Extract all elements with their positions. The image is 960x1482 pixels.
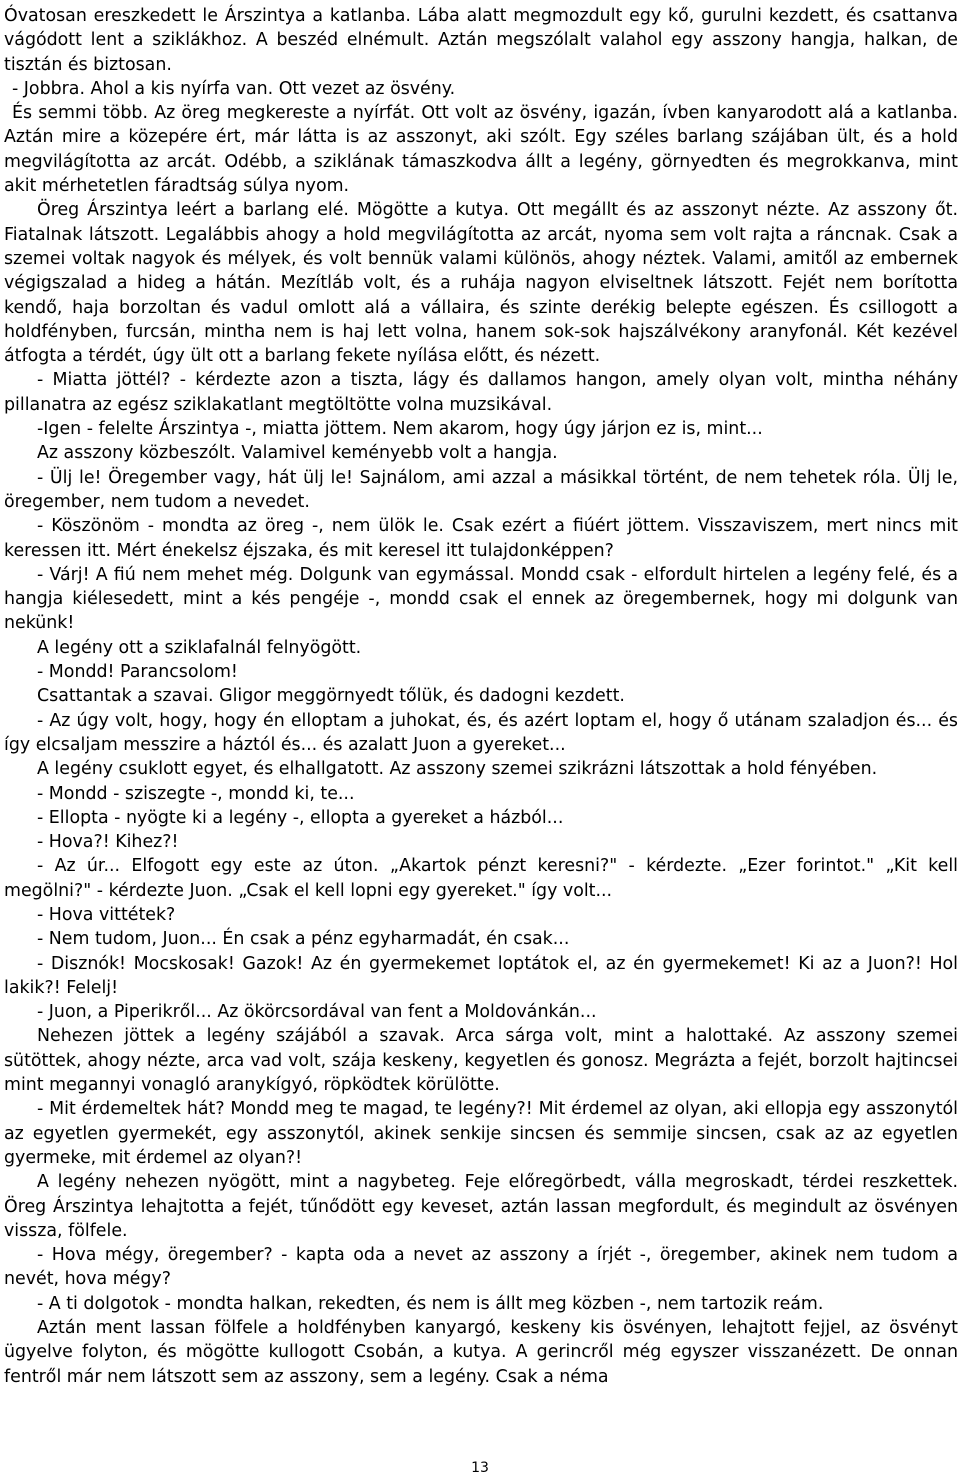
paragraph: - Várj! A fiú nem mehet még. Dolgunk van egymással. Mondd csak - elfordult hirtelen a legény felé, és a hangja kiélesedett, mint a kés pengéje -, mondd csak el ennek az öregembernek, hogy mi dolgunk van nekünk! — [4, 564, 958, 634]
paragraph: Aztán ment lassan fölfele a holdfényben kanyargó, keskeny kis ösvényen, lehajtott fejjel, az ösvényt ügyelve folyton, és mögötte kullogott Csobán, a kutya. A gerincről még egyszer visszanézett. De onnan fentről már nem látszott sem az asszony, sem a legény. Csak a néma — [4, 1318, 958, 1387]
paragraph: És semmi több. Az öreg megkereste a nyírfát. Ott volt az ösvény, igazán, ívben kanyarodott alá a katlanba. Aztán mire a közepére ért, már látta is az asszonyt, aki szólt. Egy széles barlang szájában ült, és a hold megvilágította az arcát. Odébb, a sziklának támaszkodva állt a legény, görnyedten és megrokkanva, mint akit mérhetetlen fáradtság súlya nyom. — [4, 103, 958, 197]
paragraph: A legény ott a sziklafalnál felnyögött. — [37, 637, 362, 658]
paragraph: Öreg Árszintya leért a barlang elé. Mögötte a kutya. Ott megállt és az asszonyt nézte. Az asszony őt. Fiatalnak látszott. Legalábbis ahogy a hold megvilágította az arcát, nyoma sem volt rajta a ráncnak. Csak a szemei voltak nagyok és mélyek, és volt bennük valami különös, ahogy néztek. Valami, amitől az embernek végigszalad a hideg a hátán. Mezítláb volt, és a ruhája nagyon elviseltnek látszott. Fejét nem borította kendő, haja borzoltan és vadul omlott alá a vállaira, és szinte derékig belepte egészen. És csillogott a holdfényben, furcsán, mintha nem is haj lett volna, hanem sok-sok hajszálvékony aranyfonál. Két kezével átfogta a térdét, úgy ült ott a barlang fekete nyílása előtt, és nézett. — [4, 200, 958, 367]
paragraph: - Jobbra. Ahol a kis nyírfa van. Ott vezet az ösvény. — [12, 78, 456, 99]
paragraph: - Disznók! Mocskosak! Gazok! Az én gyermekemet loptátok el, az én gyermekemet! Ki az a Juon?! Hol lakik?! Felelj! — [4, 953, 958, 998]
paragraph: - Ülj le! Öregember vagy, hát ülj le! Sajnálom, ami azzal a másikkal történt, de nem tehetek róla. Ülj le, öregember, nem tudom a nevedet. — [4, 467, 958, 512]
paragraph: - Köszönöm - mondta az öreg -, nem ülök le. Csak ezért a fiúért jöttem. Visszaviszem, mert nincs mit keressen itt. Mért énekelsz éjszaka, és mit keresel itt tulajdonképpen? — [4, 516, 958, 561]
paragraph: - Nem tudom, Juon... Én csak a pénz egyharmadát, én csak... — [37, 929, 570, 950]
page-number: 13 — [471, 1460, 489, 1476]
paragraph: A legény csuklott egyet, és elhallgatott. Az asszony szemei szikrázni látszottak a hold fényében. — [37, 759, 878, 780]
paragraph: - Hova?! Kihez?! — [37, 832, 179, 853]
paragraph: - Az úr... Elfogott egy este az úton. „Akartok pénzt keresni?" - kérdezte. „Ezer forintot." „Kit kell megölni?" - kérdezte Juon. „Csak el kell lopni egy gyereket." így volt... — [4, 856, 958, 901]
paragraph: Csattantak a szavai. Gligor meggörnyedt tőlük, és dadogni kezdett. — [37, 686, 625, 707]
paragraph: Az asszony közbeszólt. Valamivel keményebb volt a hangja. — [37, 443, 558, 464]
paragraph: - Hova vittétek? — [37, 904, 176, 925]
paragraph: - Az úgy volt, hogy, hogy én elloptam a juhokat, és, és azért loptam el, hogy ő utánam szaladjon és... és így elcsaljam messzire a háztól és... és azalatt Juon a gyereket... — [4, 710, 958, 755]
paragraph: - Hova mégy, öregember? - kapta oda a nevet az asszony a írjét -, öregember, akinek nem tudom a nevét, hova mégy? — [4, 1245, 958, 1290]
paragraph: - Juon, a Piperikről... Az ökörcsordával van fent a Moldovánkán... — [37, 1002, 597, 1023]
paragraph: -Igen - felelte Árszintya -, miatta jöttem. Nem akarom, hogy úgy járjon ez is, mint... — [37, 419, 763, 440]
paragraph: Óvatosan ereszkedett le Árszintya a katlanba. Lába alatt megmozdult egy kő, gurulni kezdett, és csattanva vágódott lent a sziklákhoz. A beszéd elnémult. Aztán megszólalt valahol egy asszony hangja, halkan, de tisztán és biztosan. — [4, 6, 958, 75]
paragraph: - A ti dolgotok - mondta halkan, rekedten, és nem is állt meg közben -, nem tartozik reám. — [37, 1293, 824, 1314]
paragraph: - Mondd - sziszegte -, mondd ki, te... — [37, 783, 355, 804]
paragraph: Nehezen jöttek a legény szájából a szavak. Arca sárga volt, mint a halottaké. Az asszony szemei sütöttek, ahogy nézte, arca vad volt, szája keskeny, kegyetlen és gonosz. Megrázta a fejét, borzolt hajtincsei mint megannyi vonagló aranykígyó, röpködtek körülötte. — [4, 1026, 958, 1096]
paragraph: - Mit érdemeltek hát? Mondd meg te magad, te legény?! Mit érdemel az olyan, aki ellopja egy asszonytól az egyetlen gyermekét, egy asszonytól, akinek senkije sincsen és semmije sincsen, csak az az egyetlen gyermeke, mit érdemel az olyan?! — [4, 1099, 958, 1168]
body-text — [4, 4, 958, 1389]
paragraph: - Mondd! Parancsolom! — [37, 662, 238, 683]
paragraph: - Ellopta - nyögte ki a legény -, ellopta a gyereket a házból... — [37, 807, 564, 828]
paragraph: A legény nehezen nyögött, mint a nagybeteg. Feje előregörbedt, válla megroskadt, térdei reszkettek. Öreg Árszintya lehajtotta a fejét, tűnődött egy keveset, aztán lassan megfordult, és megindult az ösvényen vissza, fölfele. — [4, 1172, 958, 1241]
paragraph: - Miatta jöttél? - kérdezte azon a tiszta, lágy és dallamos hangon, amely olyan volt, mintha néhány pillanatra az egész sziklakatlant megtöltötte volna muzsikával. — [4, 370, 958, 415]
